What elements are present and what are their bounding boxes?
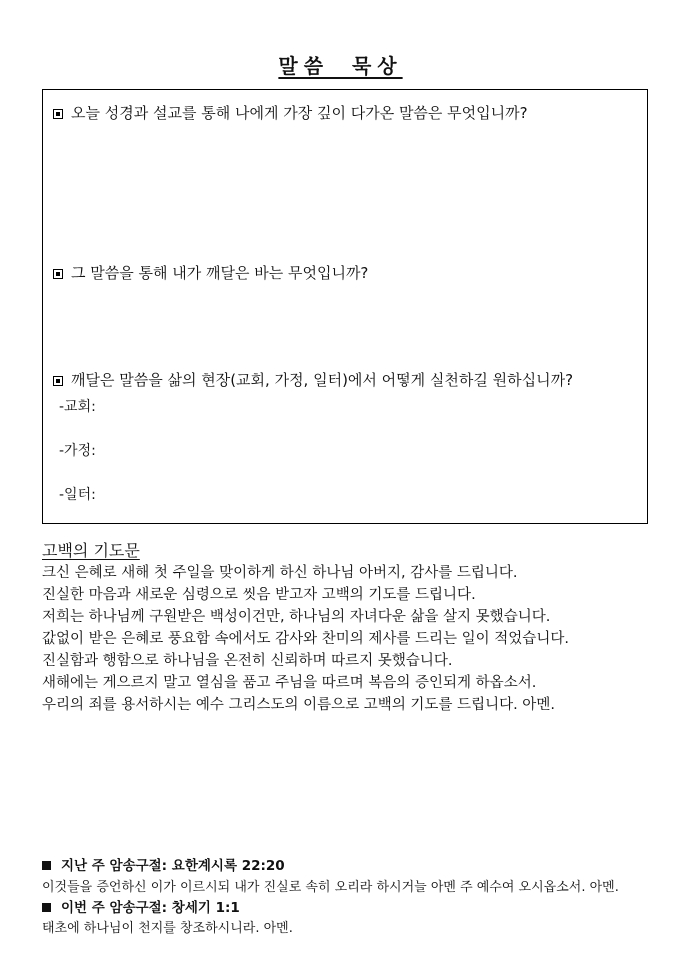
this-week-verse-text: 태초에 하나님이 천지를 창조하시니라. 아멘. [42, 921, 293, 936]
square-bullet-icon [42, 903, 51, 912]
prayer-line: 새해에는 게으르지 말고 열심을 품고 주님을 따르며 복음의 증인되게 하옵소서. [42, 675, 537, 691]
square-bullet-icon [53, 376, 63, 386]
prayer-body [42, 562, 569, 716]
sub-item-work: -일터: [59, 487, 96, 503]
question-2-text: 그 말씀을 통해 내가 깨달은 바는 무엇입니까? [71, 264, 369, 282]
question-1 [53, 102, 528, 123]
last-week-verse-text: 이것들을 증언하신 이가 이르시되 내가 진실로 속히 오리라 하시거늘 아멘 주 예수여 오시옵소서. 아멘. [42, 880, 619, 895]
prayer-title: 고백의 기도문 [42, 541, 140, 560]
question-2 [53, 262, 368, 283]
question-1-text: 오늘 성경과 설교를 통해 나에게 가장 깊이 다가온 말씀은 무엇입니까? [71, 104, 528, 122]
sub-item-church: -교회: [59, 399, 96, 415]
question-3 [53, 369, 573, 390]
square-bullet-icon [42, 861, 51, 870]
last-week-verse-heading [42, 854, 285, 874]
page-title: 말씀 묵상 [278, 54, 403, 78]
prayer-line: 값없이 받은 은혜로 풍요함 속에서도 감사와 찬미의 제사를 드리는 일이 적었습니다. [42, 631, 569, 647]
square-bullet-icon [53, 109, 63, 119]
meditation-box [42, 89, 648, 524]
this-week-verse-heading [42, 896, 240, 916]
prayer-line: 크신 은혜로 새해 첫 주일을 맞이하게 하신 하나님 아버지, 감사를 드립니다. [42, 565, 518, 581]
sub-item-home: -가정: [59, 443, 96, 459]
last-week-verse-heading-text: 지난 주 암송구절: 요한계시록 22:20 [61, 858, 285, 874]
prayer-line: 저희는 하나님께 구원받은 백성이건만, 하나님의 자녀다운 삶을 살지 못했습니다. [42, 609, 551, 625]
square-bullet-icon [53, 269, 63, 279]
question-3-text: 깨달은 말씀을 삶의 현장(교회, 가정, 일터)에서 어떻게 실천하길 원하십니까? [71, 371, 574, 389]
prayer-line: 진실한 마음과 새로운 심령으로 씻음 받고자 고백의 기도를 드립니다. [42, 587, 476, 603]
prayer-line: 진실함과 행함으로 하나님을 온전히 신뢰하며 따르지 못했습니다. [42, 653, 453, 669]
prayer-line: 우리의 죄를 용서하시는 예수 그리스도의 이름으로 고백의 기도를 드립니다. 아멘. [42, 697, 555, 713]
this-week-verse-heading-text: 이번 주 암송구절: 창세기 1:1 [61, 900, 240, 916]
